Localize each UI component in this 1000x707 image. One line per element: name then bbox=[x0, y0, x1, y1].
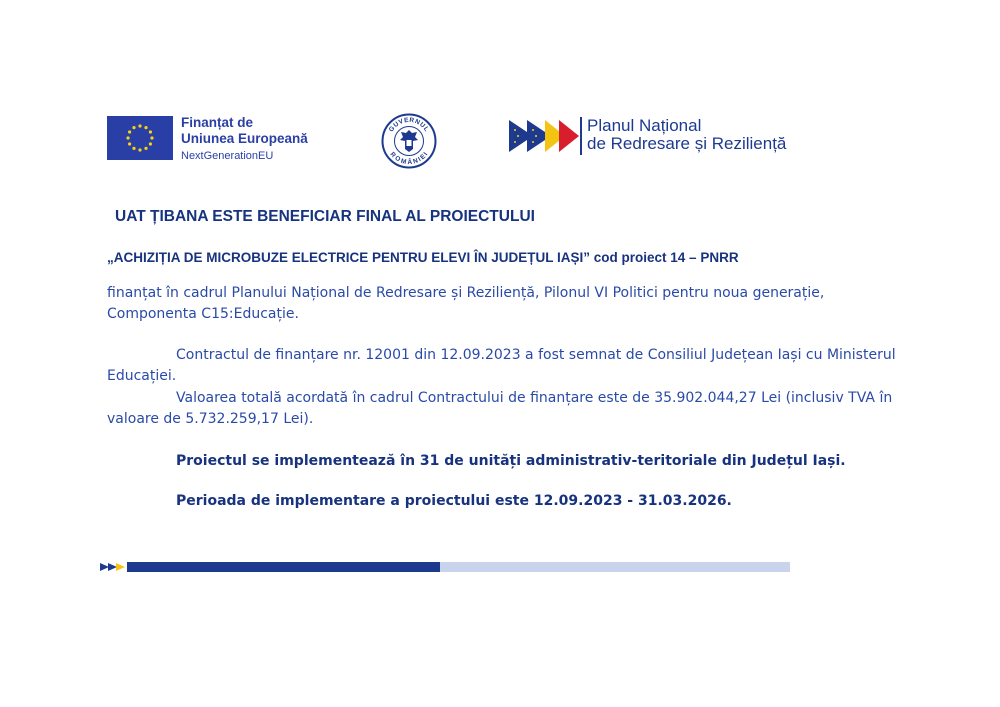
footer-arrow-yellow-icon bbox=[116, 563, 125, 571]
footer-bar-dark bbox=[127, 562, 440, 572]
pnrr-label bbox=[587, 117, 786, 153]
project-name: „ACHIZIȚIA DE MICROBUZE ELECTRICE PENTRU ELEVI ÎN JUDEȚUL IAȘI” bbox=[107, 250, 591, 265]
implementation-period-line: Perioada de implementare a proiectului este 12.09.2023 - 31.03.2026. bbox=[176, 493, 732, 509]
pnrr-divider bbox=[580, 117, 582, 155]
financing-paragraph: finanțat în cadrul Planului Național de Redresare și Reziliență, Pilonul VI Politici pentru noua generație, Componenta C15:Educație. bbox=[107, 285, 825, 322]
pnrr-arrows-icon bbox=[509, 116, 581, 156]
seal-arc-bottom: ROMÂNIEI bbox=[388, 150, 430, 167]
pnrr-line-plan: Planul Național bbox=[587, 116, 702, 135]
eu-line-financed: Finanțat de bbox=[181, 115, 254, 130]
government-seal-icon bbox=[381, 113, 437, 169]
footer-arrow-blue-icon bbox=[100, 563, 109, 571]
pnrr-line-recovery: de Redresare și Reziliență bbox=[587, 134, 787, 153]
value-paragraph: Valoarea totală acordată în cadrul Contractului de finanțare este de 35.902.044,27 Lei (inclusiv TVA în valoare de 5.732.259,17 Lei). bbox=[107, 390, 893, 427]
project-code: cod proiect 14 – PNRR bbox=[590, 250, 739, 265]
eu-line-nextgen: NextGenerationEU bbox=[181, 150, 274, 162]
footer-bar-light bbox=[440, 562, 790, 572]
project-title bbox=[107, 250, 739, 265]
eu-funding-label bbox=[181, 115, 308, 164]
footer-bar bbox=[100, 560, 790, 574]
beneficiary-heading: UAT ȚIBANA ESTE BENEFICIAR FINAL AL PROIECTULUI bbox=[115, 208, 535, 225]
seal-arc-top: GUVERNUL bbox=[387, 116, 431, 134]
contract-paragraph: Contractul de finanțare nr. 12001 din 12.09.2023 a fost semnat de Consiliul Județean Iași cu Ministerul Educației. bbox=[107, 347, 896, 384]
eu-line-union: Uniunea Europeană bbox=[181, 131, 308, 146]
footer-arrow-blue2-icon bbox=[108, 563, 117, 571]
eu-flag-icon bbox=[107, 116, 173, 160]
implementation-units-line: Proiectul se implementează în 31 de unități administrativ-teritoriale din Județul Iași. bbox=[176, 453, 846, 469]
